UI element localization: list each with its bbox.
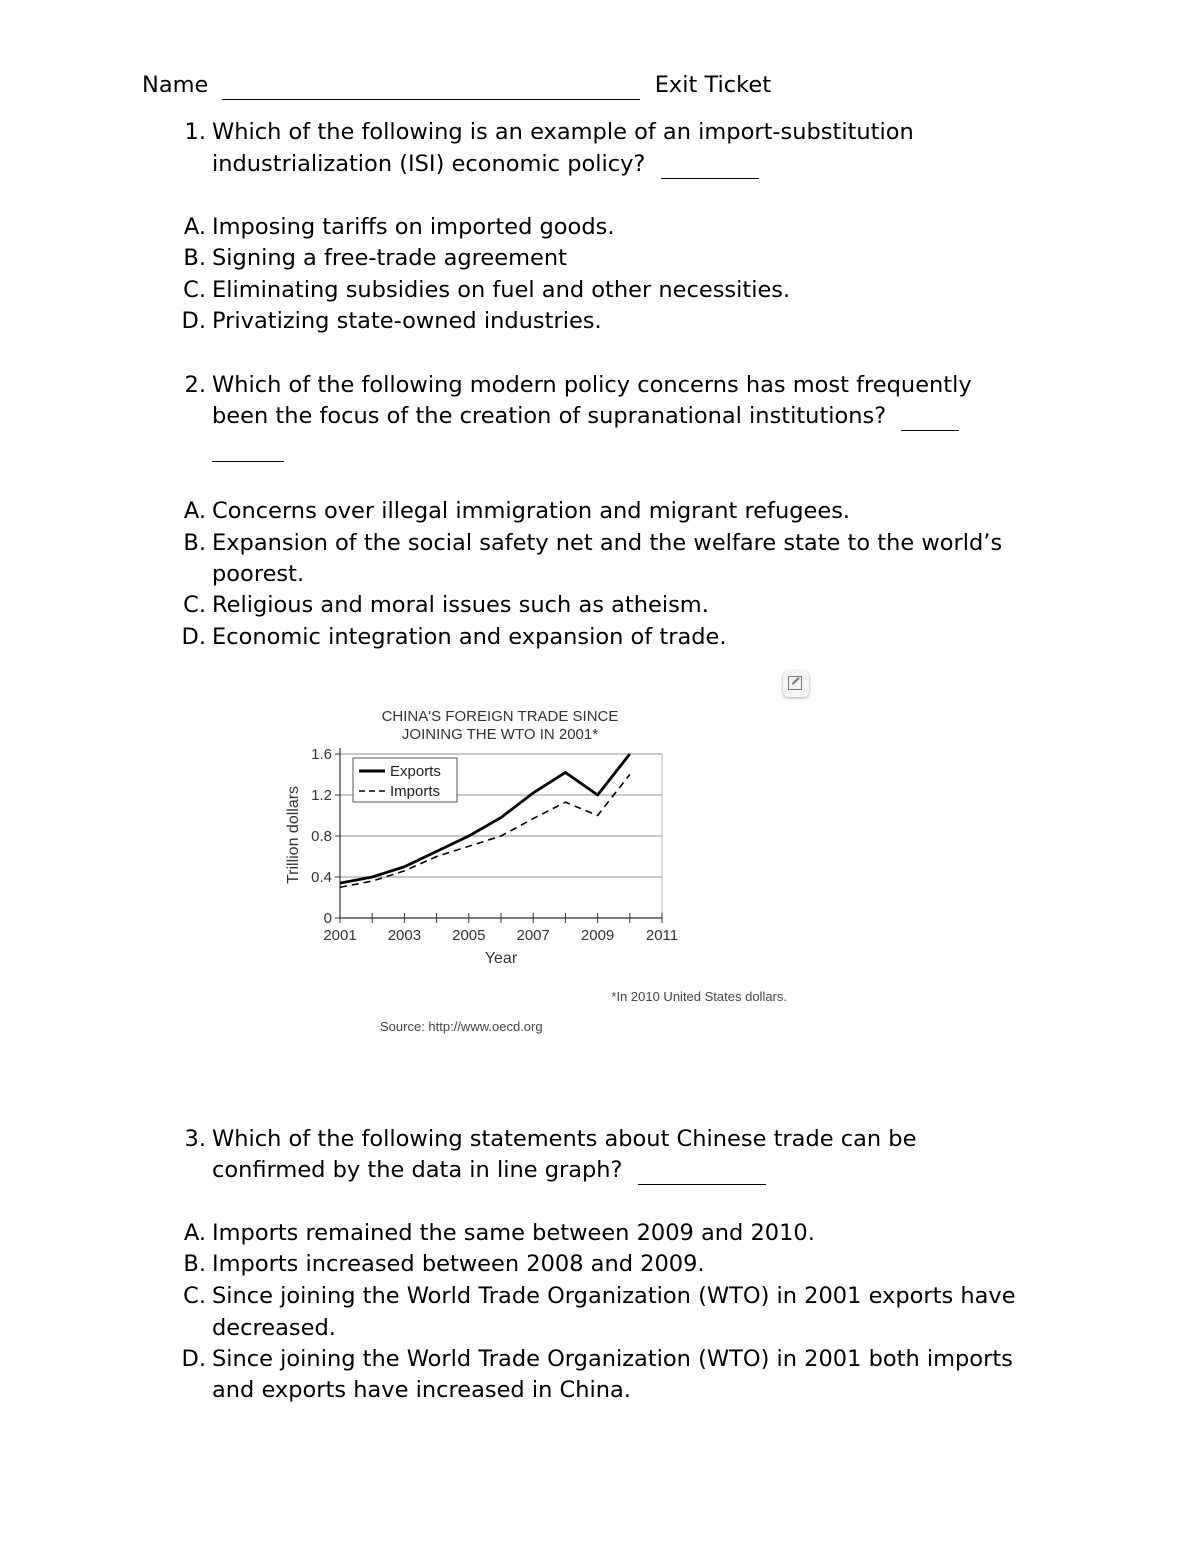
answer-blank[interactable] [901,402,959,431]
option-letter: B. [183,1251,206,1277]
question-number: 2. [184,372,206,398]
option-text: Religious and moral issues such as atheism. [212,592,709,618]
chart-subtitle: JOINING THE WTO IN 2001* [401,726,599,743]
option-text: decreased. [212,1315,336,1341]
option-letter: C. [183,1283,206,1309]
answer-blank[interactable] [638,1156,766,1185]
option-text: Expansion of the social safety net and the welfare state to the world’s [212,530,1003,556]
option-letter: A. [183,214,206,240]
option-text: Eliminating subsidies on fuel and other necessities. [212,277,791,303]
option-text: Since joining the World Trade Organization (WTO) in 2001 exports have [212,1283,1016,1309]
y-tick-label: 0.4 [311,869,332,886]
question-number: 3. [184,1126,206,1152]
y-tick-label: 0 [323,910,332,927]
option-text: Concerns over illegal immigration and migrant refugees. [212,498,851,524]
chart-title: CHINA'S FOREIGN TRADE SINCE [381,708,619,725]
legend-exports-label: Exports [390,763,441,780]
header [142,71,771,100]
option-letter: A. [183,498,206,524]
chart-footnote: *In 2010 United States dollars. [611,989,787,1004]
name-field[interactable] [222,71,640,100]
option-text: and exports have increased in China. [212,1377,631,1403]
legend [353,758,457,802]
y-tick-label: 1.2 [311,787,332,804]
option-text: poorest. [212,561,305,587]
chart-source: Source: http://www.oecd.org [380,1019,543,1034]
option-letter: B. [183,245,206,271]
option-letter: A. [183,1220,206,1246]
option-letter: C. [183,592,206,618]
exit-ticket-title: Exit Ticket [654,72,772,98]
y-axis-label: Trillion dollars [285,785,302,885]
x-tick-label: 2011 [645,927,679,944]
china-trade-chart [270,695,800,1045]
option-text: Since joining the World Trade Organization (WTO) in 2001 both imports [212,1346,1013,1372]
question-text-line: Which of the following statements about Chinese trade can be [212,1126,917,1152]
option-letter: C. [183,277,206,303]
question-text-line: been the focus of the creation of supranational institutions? [212,403,887,429]
option-letter: B. [183,530,206,556]
y-tick-label: 1.6 [311,746,332,763]
x-tick-label: 2003 [387,927,422,944]
question-number: 1. [184,119,206,145]
x-tick-label: 2005 [452,927,486,944]
x-tick-label: 2007 [516,927,550,944]
option-text: Economic integration and expansion of trade. [212,624,727,650]
option-letter: D. [181,1346,206,1372]
option-letter: D. [181,308,206,334]
question-text-line: industrialization (ISI) economic policy? [212,151,646,177]
question-text-line: Which of the following is an example of an import-substitution [212,119,914,145]
option-letter: D. [181,624,206,650]
x-tick-label: 2009 [580,927,615,944]
option-text: Signing a free-trade agreement [212,245,567,271]
legend-imports-label: Imports [390,783,441,800]
y-tick-label: 0.8 [311,828,332,845]
x-axis-label: Year [484,950,518,967]
answer-blank[interactable] [661,150,759,179]
option-text: Imposing tariffs on imported goods. [212,214,615,240]
x-tick-label: 2001 [323,927,357,944]
name-label: Name [142,72,209,98]
option-text: Imports increased between 2008 and 2009. [212,1251,705,1277]
option-text: Imports remained the same between 2009 and 2010. [212,1220,815,1246]
option-text: Privatizing state-owned industries. [212,308,602,334]
question-text-line: Which of the following modern policy concerns has most frequently [212,372,972,398]
answer-blank-continued[interactable] [212,433,284,462]
expand-image-icon[interactable] [783,671,809,697]
question-text-line: confirmed by the data in line graph? [212,1157,623,1183]
